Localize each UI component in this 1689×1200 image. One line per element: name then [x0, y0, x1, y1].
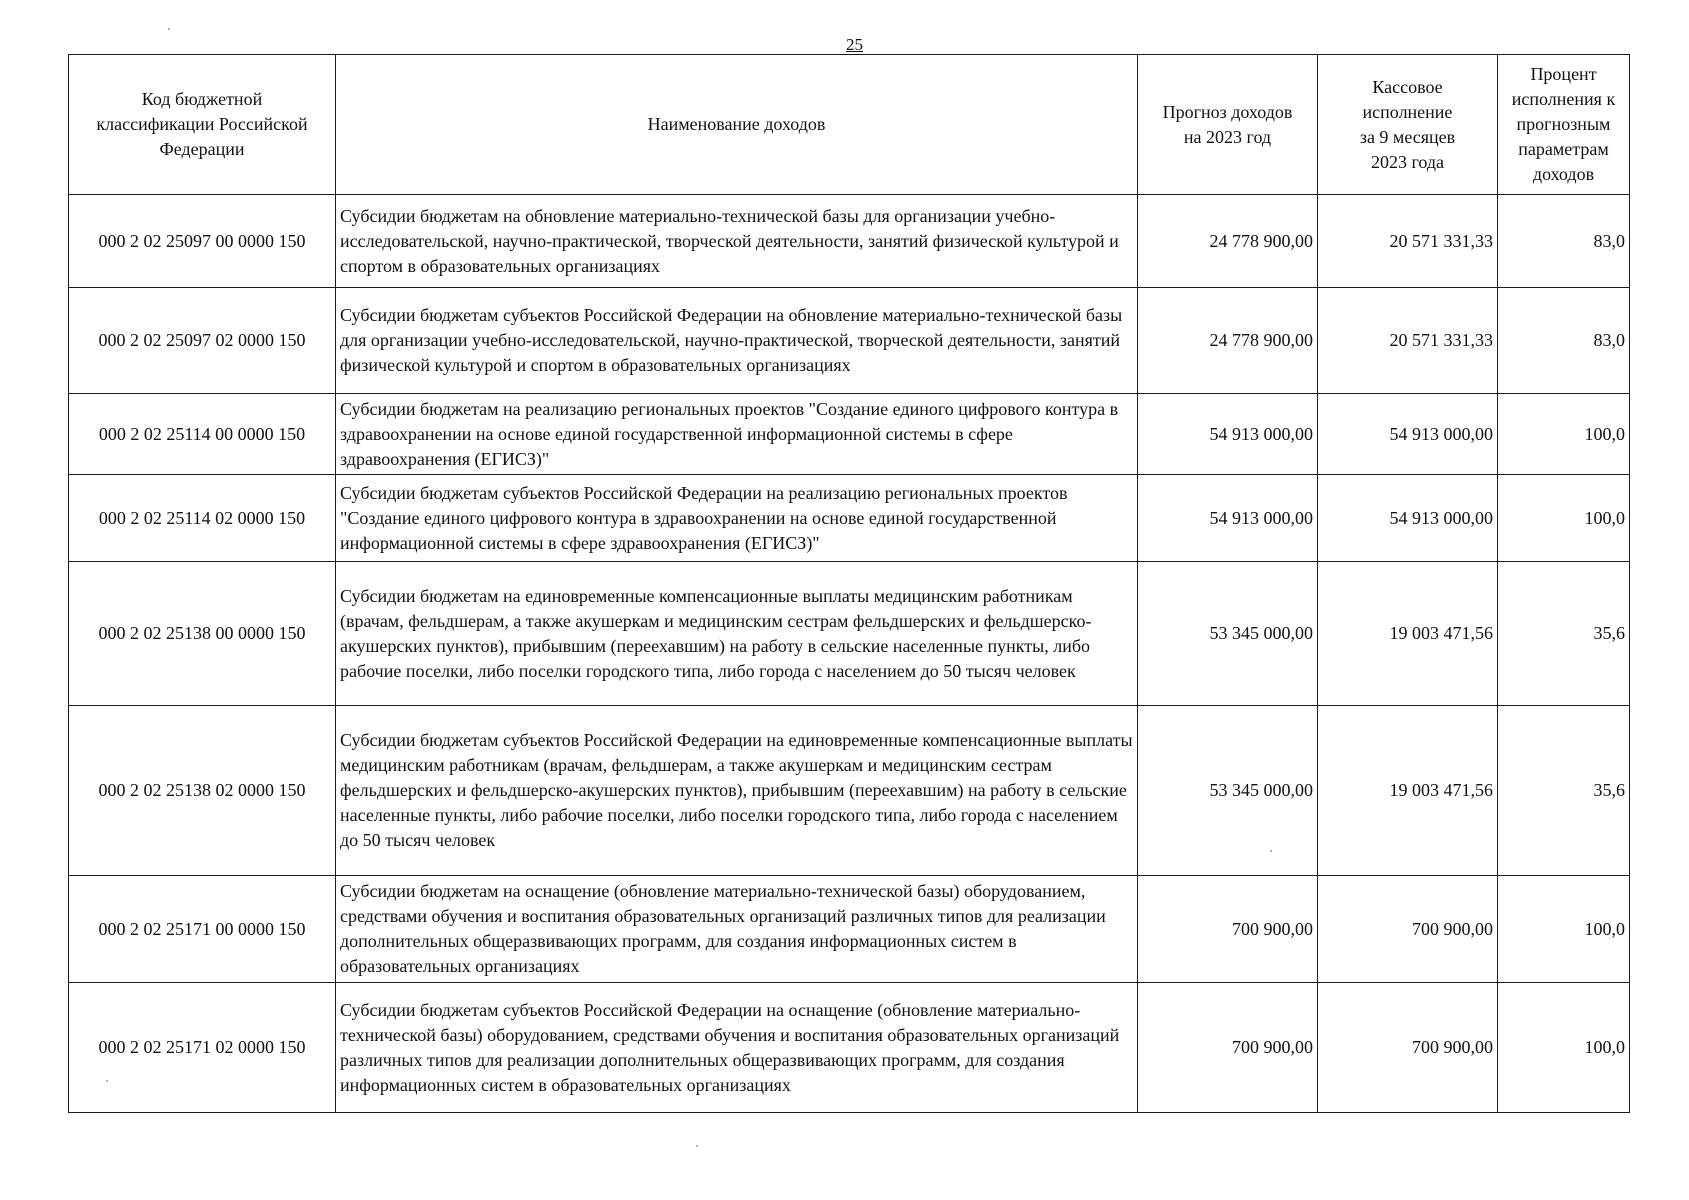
- row-plan: 54 913 000,00: [1138, 394, 1318, 475]
- row-percent: 35,6: [1498, 562, 1630, 706]
- table-row: [69, 562, 1630, 706]
- header-percent: Процент исполнения к прогнозным параметрам доходов: [1498, 55, 1630, 195]
- budget-revenue-table: [68, 54, 1630, 1113]
- row-code: 000 2 02 25114 00 0000 150: [69, 394, 336, 475]
- table-row: [69, 876, 1630, 983]
- row-exec: 20 571 331,33: [1318, 288, 1498, 394]
- row-code: 000 2 02 25097 00 0000 150: [69, 195, 336, 288]
- row-exec: 700 900,00: [1318, 876, 1498, 983]
- row-percent: 100,0: [1498, 394, 1630, 475]
- table-row: [69, 475, 1630, 562]
- row-name: Субсидии бюджетам субъектов Российской Федерации на обновление материально-технической базы для организации учебно-исследовательской, научно-практической, творческой деятельности, занятий физической культурой и спортом в образовательных организациях: [336, 288, 1138, 394]
- table-row: [69, 706, 1630, 876]
- header-code: Код бюджетной классификации Российской Федерации: [69, 55, 336, 195]
- row-code: 000 2 02 25114 02 0000 150: [69, 475, 336, 562]
- row-plan: 700 900,00: [1138, 876, 1318, 983]
- row-exec: 19 003 471,56: [1318, 562, 1498, 706]
- row-plan: 54 913 000,00: [1138, 475, 1318, 562]
- row-percent: 100,0: [1498, 876, 1630, 983]
- row-plan: 24 778 900,00: [1138, 288, 1318, 394]
- row-plan: 53 345 000,00: [1138, 562, 1318, 706]
- scan-speck: [1270, 850, 1272, 852]
- row-exec: 700 900,00: [1318, 983, 1498, 1113]
- row-exec: 54 913 000,00: [1318, 475, 1498, 562]
- row-percent: 83,0: [1498, 195, 1630, 288]
- scan-speck: [696, 1145, 698, 1147]
- row-name: Субсидии бюджетам субъектов Российской Федерации на оснащение (обновление материально-технической базы) оборудованием, средствами обучения и воспитания образовательных организаций различных типов для реализации дополнительных общеразвивающих программ, для создания информационных систем в образовательных организациях: [336, 983, 1138, 1113]
- row-percent: 83,0: [1498, 288, 1630, 394]
- header-exec: Кассовое исполнение за 9 месяцев 2023 года: [1318, 55, 1498, 195]
- header-name: Наименование доходов: [336, 55, 1138, 195]
- row-exec: 19 003 471,56: [1318, 706, 1498, 876]
- row-name: Субсидии бюджетам на обновление материально-технической базы для организации учебно-исследовательской, научно-практической, творческой деятельности, занятий физической культурой и спортом в образовательных организациях: [336, 195, 1138, 288]
- row-name: Субсидии бюджетам на оснащение (обновление материально-технической базы) оборудованием, средствами обучения и воспитания образовательных организаций различных типов для реализации дополнительных общеразвивающих программ, для создания информационных систем в образовательных организациях: [336, 876, 1138, 983]
- row-name: Субсидии бюджетам на реализацию региональных проектов "Создание единого цифрового контура в здравоохранении на основе единой государственной информационной системы в сфере здравоохранения (ЕГИСЗ)": [336, 394, 1138, 475]
- scan-speck: [106, 1080, 108, 1082]
- page-number: 25: [846, 35, 863, 54]
- row-plan: 700 900,00: [1138, 983, 1318, 1113]
- row-code: 000 2 02 25097 02 0000 150: [69, 288, 336, 394]
- row-plan: 24 778 900,00: [1138, 195, 1318, 288]
- table-row: [69, 983, 1630, 1113]
- row-name: Субсидии бюджетам на единовременные компенсационные выплаты медицинским работникам (врачам, фельдшерам, а также акушеркам и медицинским сестрам фельдшерских и фельдшерско-акушерских пунктов), прибывшим (переехавшим) на работу в сельские населенные пункты, либо рабочие поселки, либо поселки городского типа, либо города с населением до 50 тысяч человек: [336, 562, 1138, 706]
- table-row: [69, 288, 1630, 394]
- row-code: 000 2 02 25171 02 0000 150: [69, 983, 336, 1113]
- row-exec: 20 571 331,33: [1318, 195, 1498, 288]
- row-percent: 35,6: [1498, 706, 1630, 876]
- row-code: 000 2 02 25138 02 0000 150: [69, 706, 336, 876]
- row-exec: 54 913 000,00: [1318, 394, 1498, 475]
- row-name: Субсидии бюджетам субъектов Российской Федерации на реализацию региональных проектов "Создание единого цифрового контура в здравоохранении на основе единой государственной информационной системы в сфере здравоохранения (ЕГИСЗ)": [336, 475, 1138, 562]
- row-name: Субсидии бюджетам субъектов Российской Федерации на единовременные компенсационные выплаты медицинским работникам (врачам, фельдшерам, а также акушеркам и медицинским сестрам фельдшерских и фельдшерско-акушерских пунктов), прибывшим (переехавшим) на работу в сельские населенные пункты, либо рабочие поселки, либо поселки городского типа, либо города с населением до 50 тысяч человек: [336, 706, 1138, 876]
- table-row: [69, 195, 1630, 288]
- row-percent: 100,0: [1498, 475, 1630, 562]
- row-percent: 100,0: [1498, 983, 1630, 1113]
- table-header-row: [69, 55, 1630, 195]
- header-plan: Прогноз доходов на 2023 год: [1138, 55, 1318, 195]
- row-code: 000 2 02 25138 00 0000 150: [69, 562, 336, 706]
- scan-speck: [168, 28, 170, 30]
- row-plan: 53 345 000,00: [1138, 706, 1318, 876]
- row-code: 000 2 02 25171 00 0000 150: [69, 876, 336, 983]
- table-row: [69, 394, 1630, 475]
